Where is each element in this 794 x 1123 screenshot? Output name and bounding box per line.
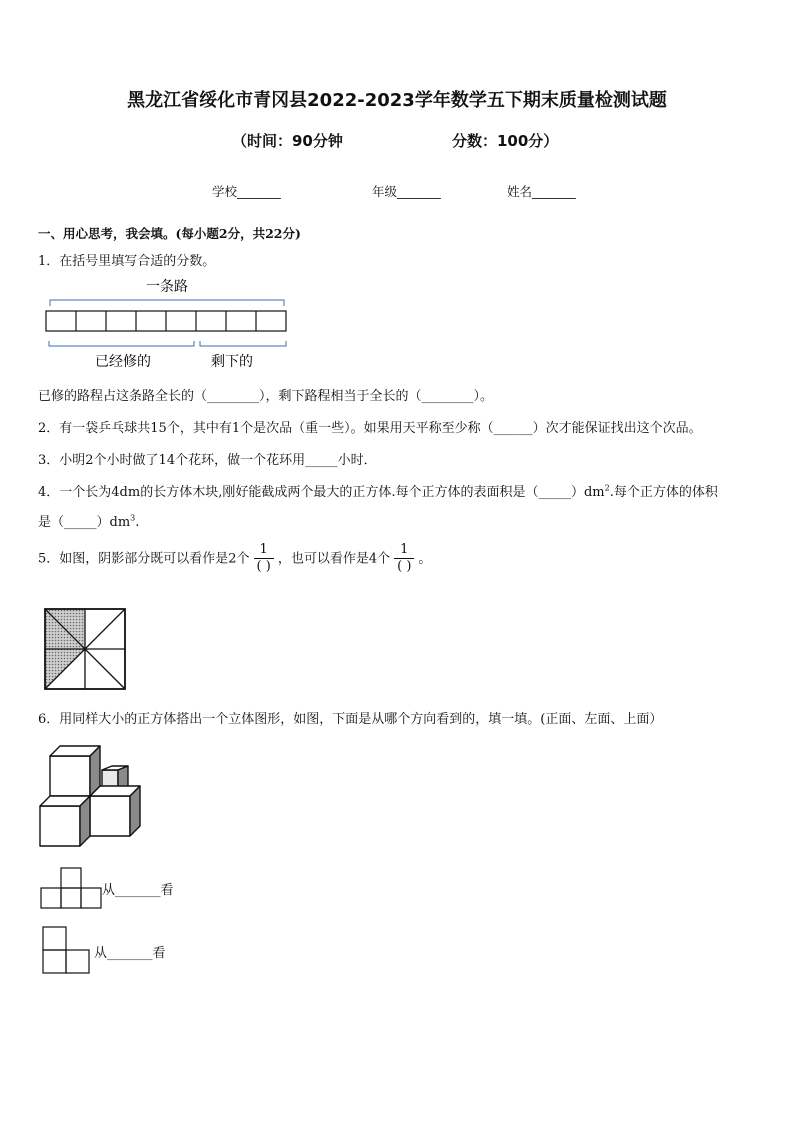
view-1-look: 看 xyxy=(160,883,174,898)
cube-stack-figure xyxy=(38,740,148,850)
q4-text-c: 是（_____）dm xyxy=(38,515,131,530)
question-4-line-2 xyxy=(38,511,139,530)
question-6: 6．用同样大小的正方体搭出一个立体图形，如图，下面是从哪个方向看到的，填一填。(正面、左面、上面） xyxy=(38,712,663,727)
shaded-square-figure xyxy=(42,606,128,692)
question-1: 1．在括号里填写合适的分数。 xyxy=(38,254,216,269)
view-1-figure xyxy=(40,866,102,910)
fraction-2 xyxy=(394,542,414,576)
repaired-label: 已经修的 xyxy=(95,354,151,370)
view-2-from: 从 xyxy=(94,946,108,961)
fraction-1-numerator: 1 xyxy=(254,542,274,559)
q4-sup-1: 2 xyxy=(604,483,610,493)
grade-field: 年级_______ xyxy=(372,184,441,199)
question-4-line-1 xyxy=(38,481,718,500)
remaining-brace xyxy=(200,341,286,346)
fraction-2-denominator: ( ) xyxy=(397,559,412,575)
view-2-blank: _______ xyxy=(107,946,153,961)
q4-text-d: . xyxy=(135,515,140,530)
question-3: 3．小明2个小时做了14个花环，做一个花环用_____小时． xyxy=(38,453,377,468)
road-diagram xyxy=(40,274,296,374)
road-bar xyxy=(46,311,286,331)
school-field: 学校_______ xyxy=(212,184,281,199)
q4-text-a: 4．一个长为4dm的长方体木块,刚好能截成两个最大的正方体.每个正方体的表面积是（_____）dm xyxy=(38,485,605,500)
fraction-1 xyxy=(254,542,274,576)
q4-text-b: .每个正方体的体积 xyxy=(609,485,718,500)
q4-sup-2: 3 xyxy=(130,513,136,523)
view-2-look: 看 xyxy=(152,946,166,961)
fraction-2-numerator: 1 xyxy=(394,542,414,559)
exam-score: 分数：100分） xyxy=(452,132,559,150)
question-2: 2．有一袋乒乓球共15个，其中有1个是次品（重一些）。如果用天平称至少称（______）次才能保证找出这个次品。 xyxy=(38,421,702,436)
fraction-1-denominator: ( ) xyxy=(256,559,271,575)
page-title: 黑龙江省绥化市青冈县2022-2023学年数学五下期末质量检测试题 xyxy=(127,90,667,111)
view-1-from: 从 xyxy=(102,883,116,898)
exam-time: （时间：90分钟 xyxy=(232,132,343,150)
view-1-blank: _______ xyxy=(115,883,161,898)
name-field: 姓名_______ xyxy=(507,184,576,199)
repaired-brace xyxy=(49,341,194,346)
q5-text-2: ，也可以看作是4个 xyxy=(277,551,391,567)
view-1-answer xyxy=(102,879,174,898)
view-2-figure xyxy=(42,926,94,974)
road-label: 一条路 xyxy=(146,279,188,295)
road-brace-top xyxy=(50,300,284,306)
q5-text-1: 5．如图，阴影部分既可以看作是2个 xyxy=(38,551,250,567)
section-heading: 一、用心思考，我会填。(每小题2分，共22分) xyxy=(38,226,301,241)
view-2-answer xyxy=(94,942,166,961)
question-1-answer: 已修的路程占这条路全长的（________），剩下路程相当于全长的（________）。 xyxy=(38,389,494,404)
q5-text-3: 。 xyxy=(418,551,432,567)
remaining-label: 剩下的 xyxy=(211,354,253,370)
question-5 xyxy=(38,542,431,576)
